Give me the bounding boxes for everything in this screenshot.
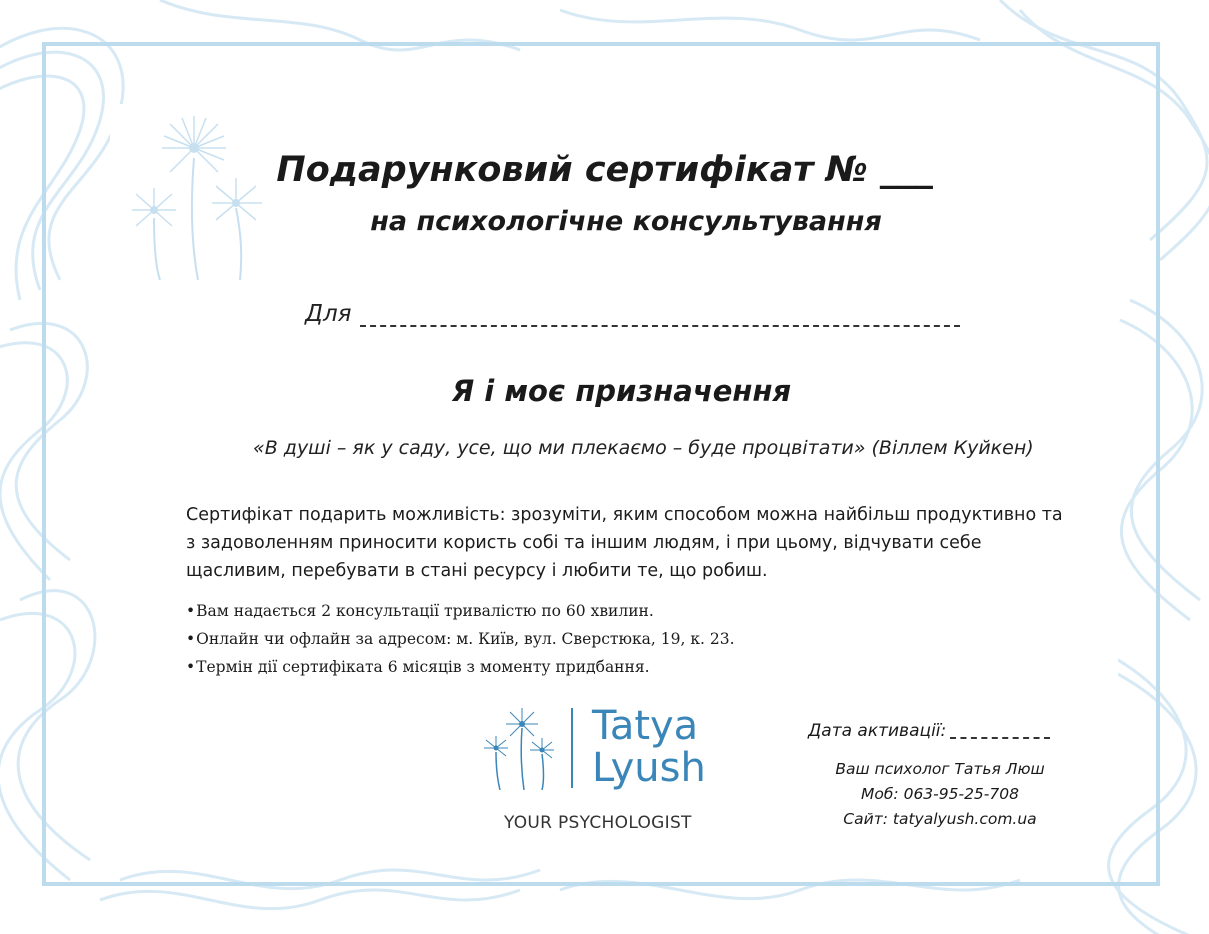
description-text: Сертифікат подарить можливість: зрозуміти, яким способом можна найбільш продуктивно та з задоволенням приносити користь собі та іншим людям, і при цьому, відчувати себе щасливим, перебувати в стані ресурсу і любити те, що робиш.	[186, 505, 1063, 581]
activation-date-field	[808, 719, 1050, 741]
activation-label: Дата активації:	[808, 721, 947, 741]
terms-item: •Онлайн чи офлайн за адресом: м. Київ, вул. Сверстюка, 19, к. 23.	[186, 630, 735, 648]
logo-tagline: YOUR PSYCHOLOGIST	[504, 813, 692, 833]
terms-item: •Термін дії сертифіката 6 місяців з моменту придбання.	[186, 658, 650, 676]
recipient-label: Для	[305, 301, 352, 327]
activation-blank-line	[950, 719, 1050, 739]
logo-divider	[571, 708, 573, 788]
terms-list	[186, 597, 735, 681]
certificate-title: Подарунковий сертифікат № ___	[276, 150, 933, 190]
psychologist-name: Ваш психолог Татья Люш	[835, 760, 1045, 778]
logo-word-first: Tatya	[592, 703, 699, 749]
recipient-field	[305, 301, 960, 327]
certificate-heading: Я і моє призначення	[451, 374, 792, 408]
terms-item: •Вам надається 2 консультації тривалістю по 60 хвилин.	[186, 602, 654, 620]
contact-block	[810, 757, 1070, 832]
certificate-subtitle: на психологічне консультування	[370, 206, 882, 237]
website: Сайт: tatyalyush.com.ua	[843, 810, 1037, 828]
dandelion-icon	[124, 108, 274, 283]
logo-word-second: Lyush	[592, 745, 706, 791]
brand-logo	[478, 700, 758, 840]
recipient-blank-line	[360, 301, 960, 327]
quote-text: «В душі – як у саду, усе, що ми плекаємо – буде процвітати» (Віллем Куйкен)	[253, 437, 1034, 459]
dandelion-icon	[482, 706, 562, 790]
phone-number: Моб: 063-95-25-708	[861, 785, 1019, 803]
